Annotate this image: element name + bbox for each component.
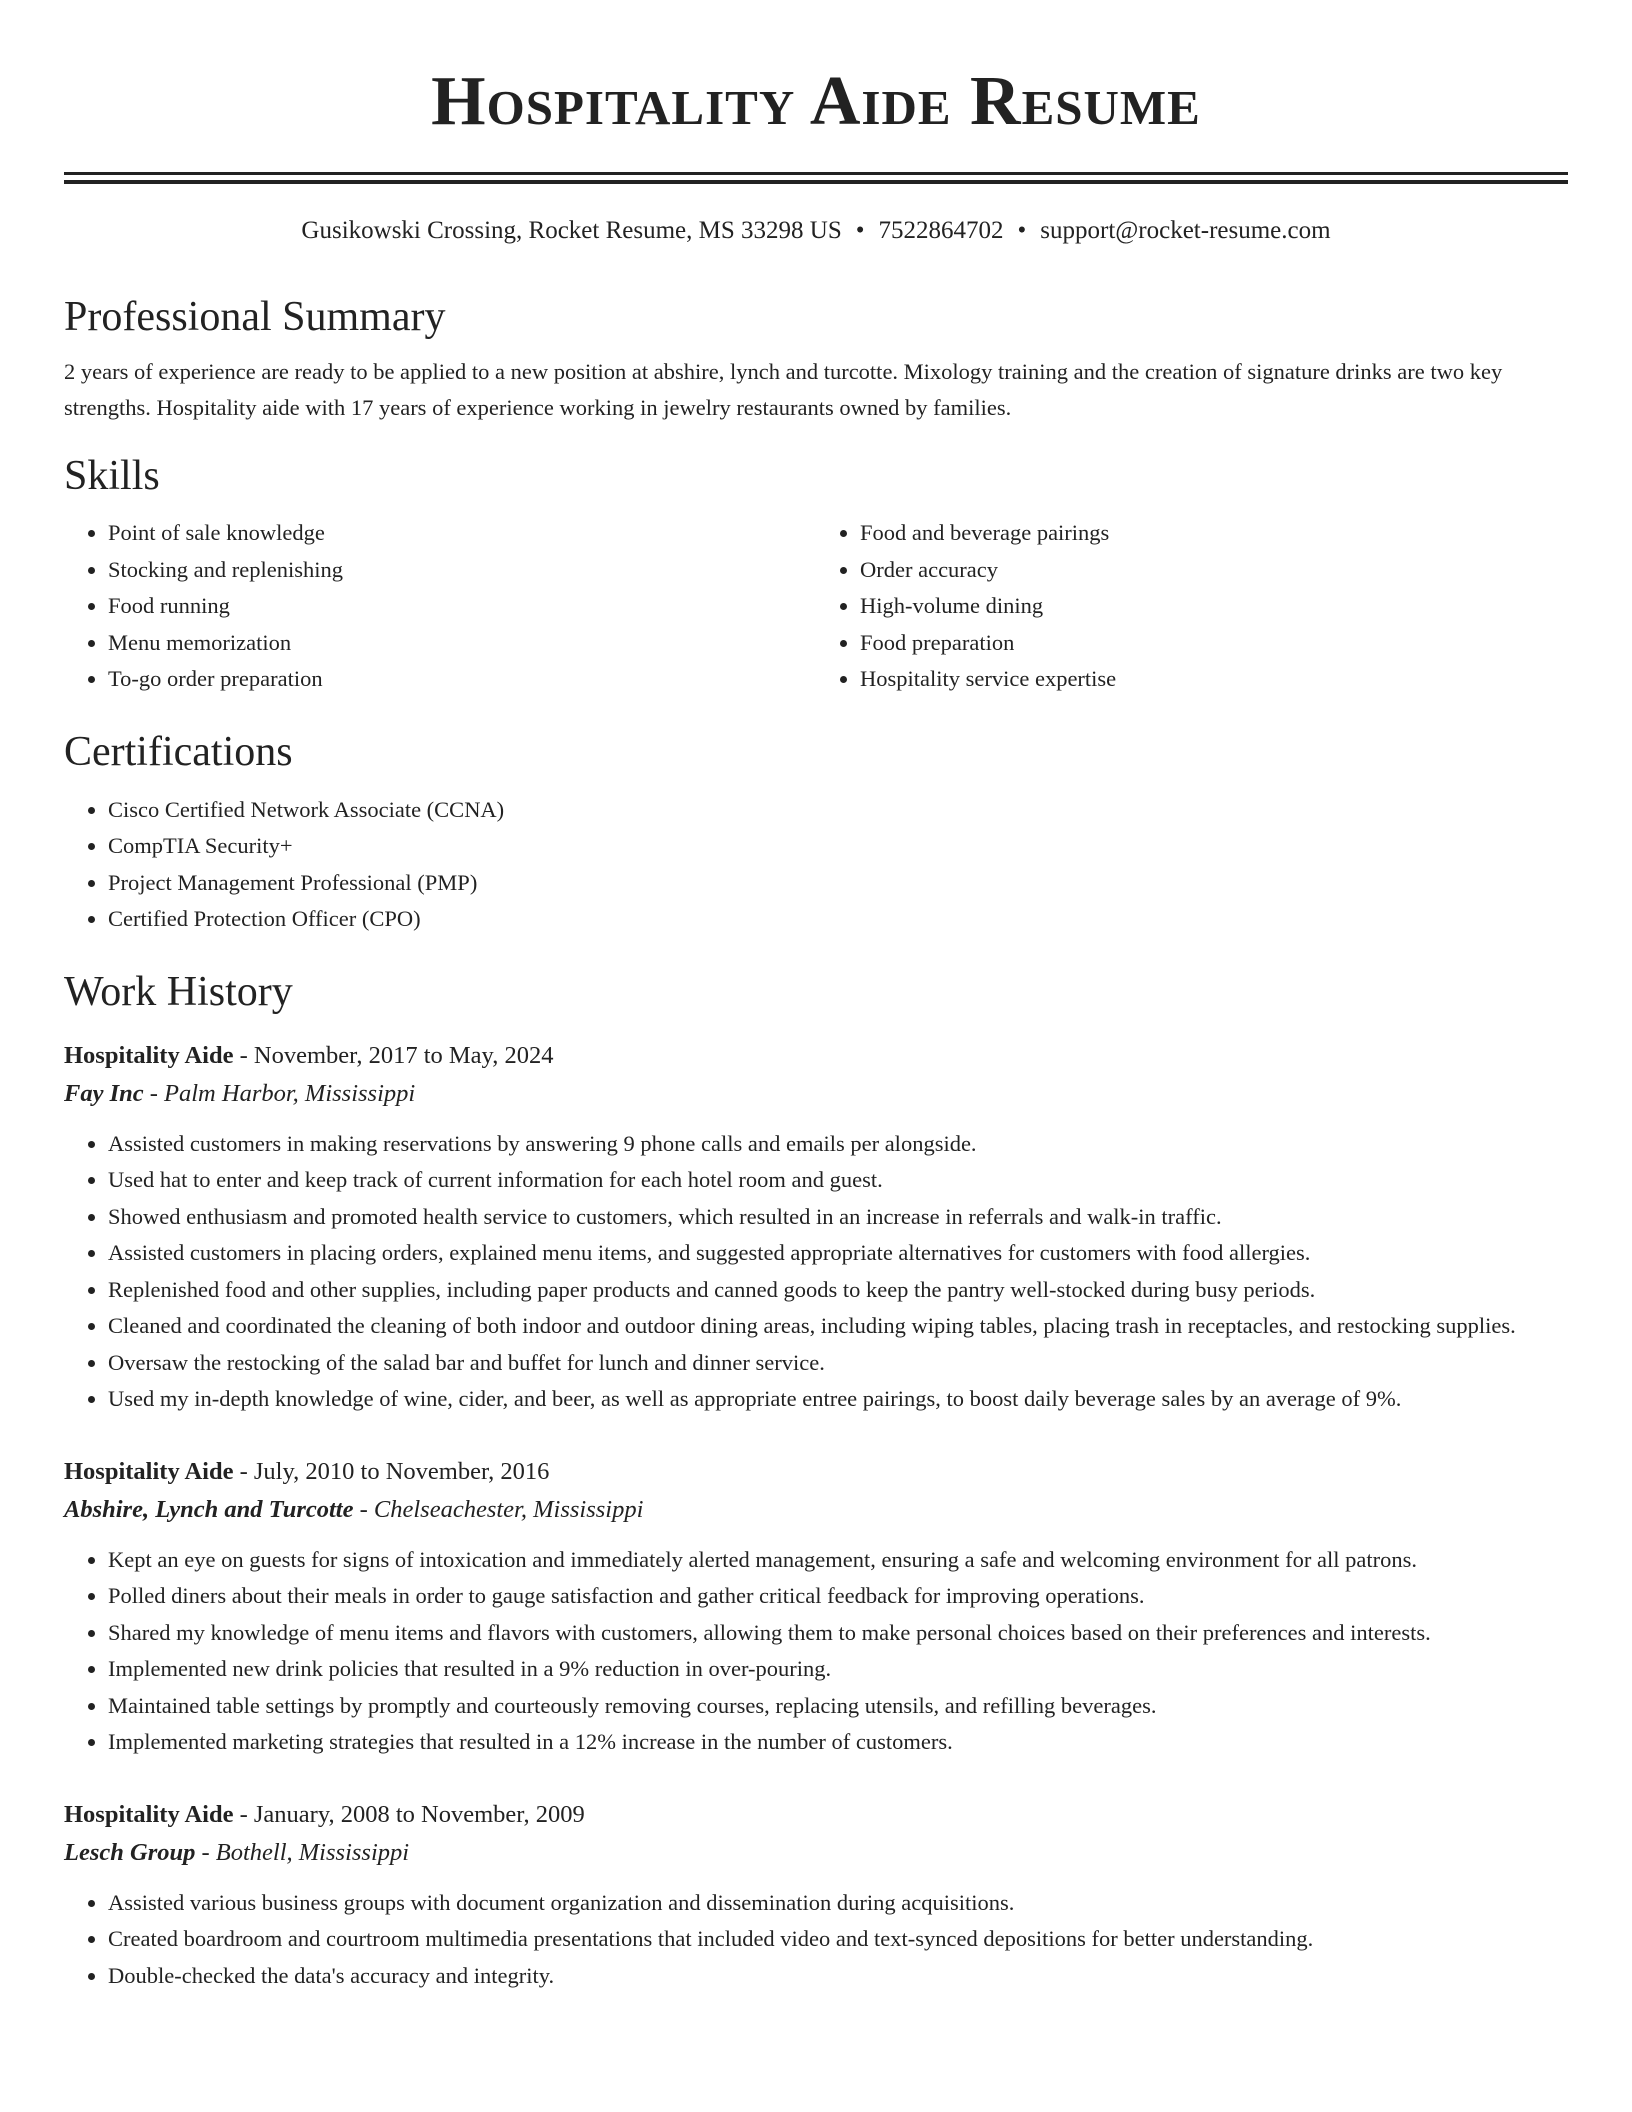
certification-item: • CompTIA Security+: [108, 828, 1568, 865]
job-bullet: • Double-checked the data's accuracy and integrity.: [108, 1958, 1568, 1995]
contact-separator: •: [855, 217, 865, 244]
skill-item: • Food preparation: [860, 625, 1568, 662]
certification-item: • Project Management Professional (PMP): [108, 865, 1568, 902]
job-entry: [64, 1797, 1568, 1995]
contact-address: Gusikowski Crossing, Rocket Resume, MS 33298 US: [301, 217, 842, 244]
section-professional-summary: [64, 291, 1568, 426]
skill-item: • To-go order preparation: [108, 661, 816, 698]
skill-item: • High-volume dining: [860, 588, 1568, 625]
job-bullet: • Cleaned and coordinated the cleaning of both indoor and outdoor dining areas, including wiping tables, placing trash in receptacles, and restocking supplies.: [108, 1308, 1568, 1345]
work-history-heading: Work History: [64, 968, 293, 1015]
job-title: Hospitality Aide: [64, 1800, 234, 1828]
job-bullet: • Implemented new drink policies that resulted in a 9% reduction in over-pouring.: [108, 1651, 1568, 1688]
job-bullet: • Maintained table settings by promptly and courteously removing courses, replacing utensils, and refilling beverages.: [108, 1688, 1568, 1725]
job-title: Hospitality Aide: [64, 1041, 234, 1069]
skills-heading: Skills: [64, 453, 160, 499]
certifications-list: [64, 792, 1568, 938]
skills-list-right: [816, 515, 1568, 698]
job-company: Fay Inc: [64, 1079, 144, 1107]
summary-heading: Professional Summary: [64, 294, 446, 340]
job-bullet: • Oversaw the restocking of the salad bar and buffet for lunch and dinner service.: [108, 1345, 1568, 1382]
job-company-line: [64, 1833, 1568, 1873]
job-location: - Chelseachester, Mississippi: [353, 1495, 644, 1523]
contact-line: [64, 215, 1568, 247]
job-location: - Palm Harbor, Mississippi: [143, 1079, 416, 1107]
resume-title: Hospitality Aide Resume: [431, 63, 1201, 140]
job-bullet: • Used my in-depth knowledge of wine, cider, and beer, as well as appropriate entree pairings, to boost daily beverage sales by an average of 9%.: [108, 1381, 1568, 1418]
job-bullet: • Showed enthusiasm and promoted health service to customers, which resulted in an increase in referrals and walk-in traffic.: [108, 1199, 1568, 1236]
title-double-rule: [64, 172, 1568, 184]
skill-item: • Order accuracy: [860, 552, 1568, 589]
summary-text: 2 years of experience are ready to be applied to a new position at abshire, lynch and turcotte. Mixology training and the creation of signature drinks are two key strengths. Hospitality aide with 17 years of experience working in jewelry restaurants owned by families.: [64, 359, 1503, 420]
section-certifications: [64, 726, 1568, 938]
job-bullets: [64, 1542, 1568, 1761]
section-skills: [64, 450, 1568, 698]
job-bullet: • Used hat to enter and keep track of current information for each hotel room and guest.: [108, 1162, 1568, 1199]
skills-list-left: [64, 515, 816, 698]
job-bullet: • Assisted customers in placing orders, explained menu items, and suggested appropriate alternatives for customers with food allergies.: [108, 1235, 1568, 1272]
skill-item: • Point of sale knowledge: [108, 515, 816, 552]
job-bullet: • Shared my knowledge of menu items and flavors with customers, allowing them to make personal choices based on their preferences and interests.: [108, 1615, 1568, 1652]
job-title: Hospitality Aide: [64, 1457, 234, 1485]
job-company-line: [64, 1490, 1568, 1530]
job-title-line: [64, 1454, 1568, 1490]
job-location: - Bothell, Mississippi: [195, 1838, 410, 1866]
job-entry: [64, 1038, 1568, 1418]
job-company-line: [64, 1074, 1568, 1114]
certification-item: • Certified Protection Officer (CPO): [108, 901, 1568, 938]
job-bullets: [64, 1126, 1568, 1418]
job-title-line: [64, 1797, 1568, 1833]
section-work-history: [64, 966, 1568, 1995]
skill-item: • Food and beverage pairings: [860, 515, 1568, 552]
job-bullets: [64, 1885, 1568, 1995]
contact-phone: 7522864702: [878, 217, 1004, 244]
job-bullet: • Polled diners about their meals in order to gauge satisfaction and gather critical feedback for improving operations.: [108, 1578, 1568, 1615]
job-bullet: • Assisted various business groups with document organization and dissemination during acquisitions.: [108, 1885, 1568, 1922]
job-dates: - July, 2010 to November, 2016: [233, 1457, 550, 1485]
skill-item: • Hospitality service expertise: [860, 661, 1568, 698]
job-bullet: • Assisted customers in making reservations by answering 9 phone calls and emails per alongside.: [108, 1126, 1568, 1163]
job-bullet: • Created boardroom and courtroom multimedia presentations that included video and text-synced depositions for better understanding.: [108, 1921, 1568, 1958]
job-bullet: • Replenished food and other supplies, including paper products and canned goods to keep the pantry well-stocked during busy periods.: [108, 1272, 1568, 1309]
certifications-heading: Certifications: [64, 728, 293, 775]
skills-columns: [64, 515, 1568, 698]
job-bullet: • Implemented marketing strategies that resulted in a 12% increase in the number of customers.: [108, 1724, 1568, 1761]
job-entry: [64, 1454, 1568, 1761]
certification-item: • Cisco Certified Network Associate (CCNA): [108, 792, 1568, 829]
job-bullet: • Kept an eye on guests for signs of intoxication and immediately alerted management, ensuring a safe and welcoming environment for all patrons.: [108, 1542, 1568, 1579]
job-company: Abshire, Lynch and Turcotte: [64, 1495, 354, 1523]
job-dates: - January, 2008 to November, 2009: [233, 1800, 585, 1828]
contact-email: support@rocket-resume.com: [1040, 217, 1331, 244]
skill-item: • Menu memorization: [108, 625, 816, 662]
skill-item: • Food running: [108, 588, 816, 625]
job-company: Lesch Group: [64, 1838, 196, 1866]
job-title-line: [64, 1038, 1568, 1074]
job-dates: - November, 2017 to May, 2024: [233, 1041, 554, 1069]
contact-separator: •: [1017, 217, 1027, 244]
skill-item: • Stocking and replenishing: [108, 552, 816, 589]
